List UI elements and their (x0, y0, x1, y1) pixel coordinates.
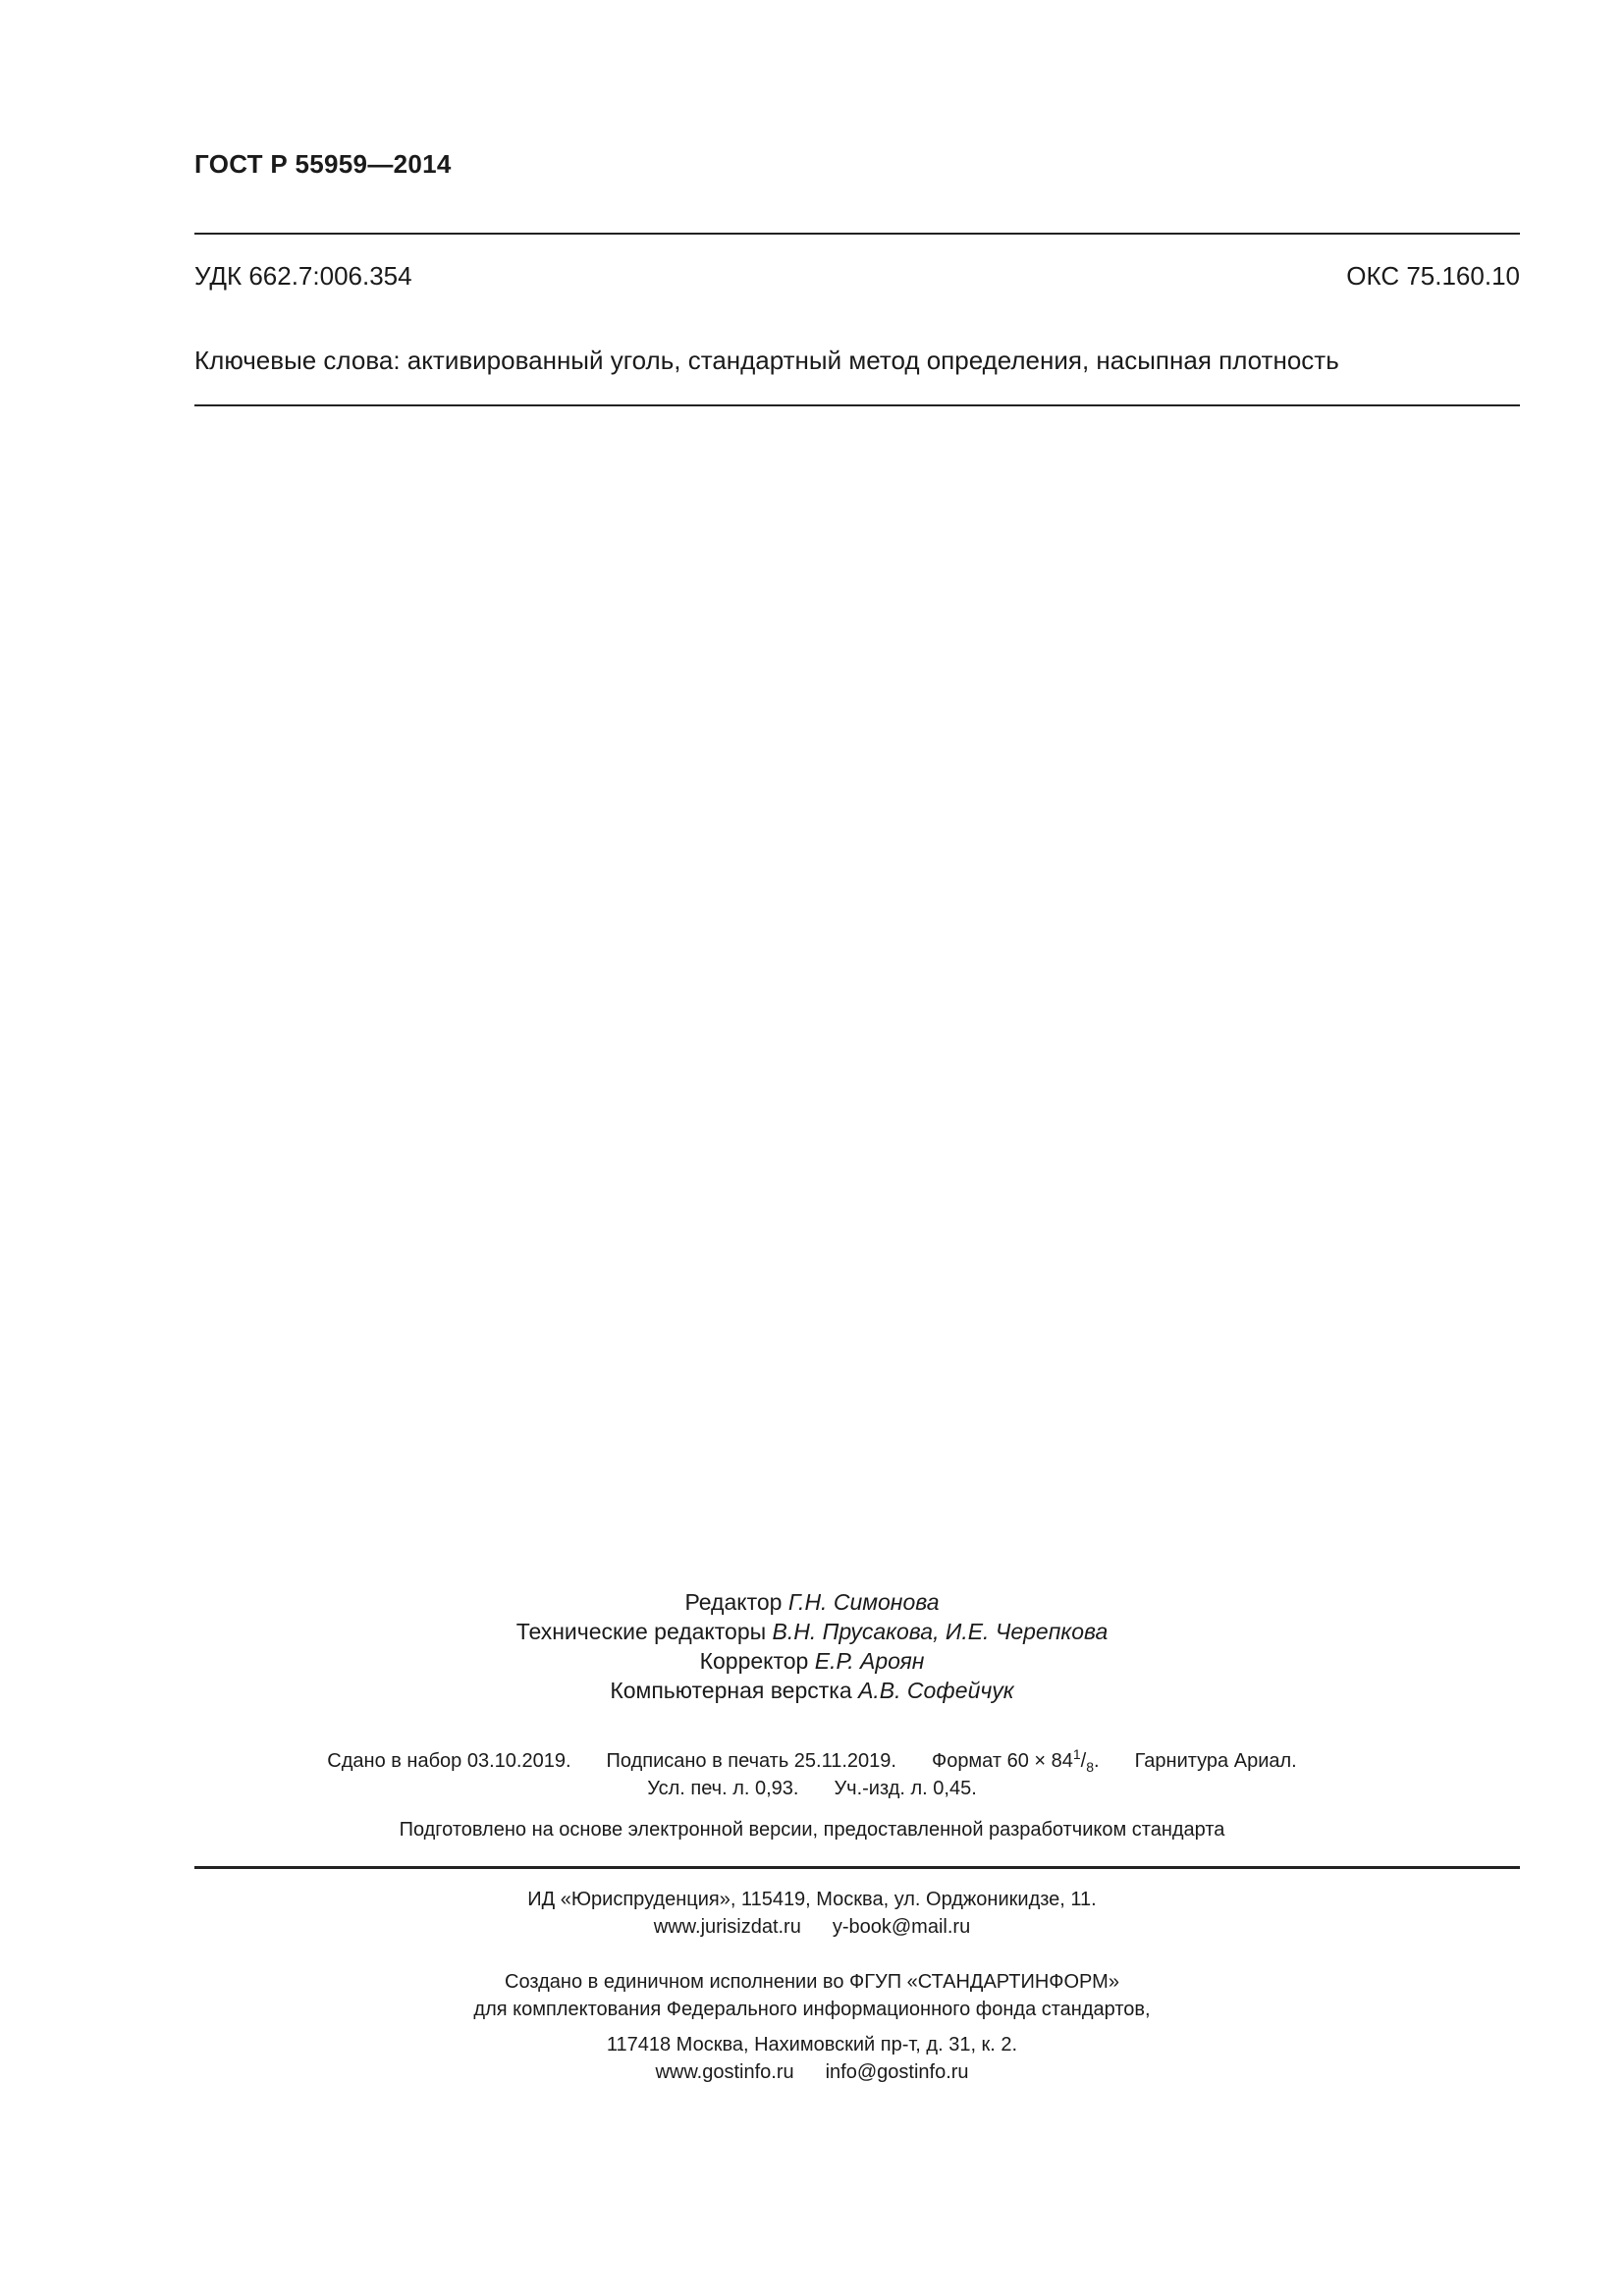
tech-editors-label: Технические редакторы (515, 1619, 767, 1644)
publisher-address: ИД «Юриспруденция», 115419, Москва, ул. Орджоникидзе, 11. (527, 1889, 1097, 1910)
credits-block (0, 1587, 1624, 1705)
publisher-email-link[interactable]: y-book@mail.ru (832, 1916, 971, 1938)
layout-line (0, 1676, 1624, 1705)
print-sheets: Усл. печ. л. 0,93. (647, 1778, 799, 1799)
created-line-1: Создано в единичном исполнении во ФГУП «СТАНДАРТИНФОРМ» (505, 1971, 1119, 1993)
layout-name: А.В. Софейчук (858, 1678, 1014, 1703)
corrector-name: Е.Р. Ароян (814, 1648, 925, 1674)
udk-code: УДК 662.7:006.354 (194, 261, 412, 291)
publication-sheets: Уч.-изд. л. 0,45. (834, 1778, 977, 1799)
typeset-date: Сдано в набор 03.10.2019. (327, 1750, 571, 1772)
corrector-label: Корректор (699, 1648, 809, 1674)
gost-number-heading: ГОСТ Р 55959—2014 (194, 149, 452, 179)
created-address: 117418 Москва, Нахимовский пр-т, д. 31, к. 2. (606, 2034, 1018, 2056)
top-divider (194, 233, 1520, 235)
classification-row (194, 261, 1520, 292)
print-info-block (0, 1747, 1624, 1802)
print-info-row-2 (0, 1775, 1624, 1802)
oks-code: ОКС 75.160.10 (1346, 261, 1520, 291)
paper-format: Формат $60 \times 84^1/_8$. (931, 1746, 1100, 1775)
keywords-line: Ключевые слова: активированный уголь, стандартный метод определения, насыпная плотность (194, 346, 1339, 375)
typeface: Гарнитура Ариал. (1134, 1750, 1297, 1772)
publisher-contacts (0, 1913, 1624, 1941)
editor-line (0, 1587, 1624, 1617)
created-line-2: для комплектования Федерального информационного фонда стандартов, (473, 1999, 1151, 2020)
layout-label: Компьютерная верстка (610, 1678, 852, 1703)
tech-editors-line (0, 1617, 1624, 1646)
created-contacts (0, 2058, 1624, 2086)
print-info-row-1 (0, 1747, 1624, 1775)
gostinfo-website-link[interactable]: www.gostinfo.ru (655, 2061, 794, 2083)
gostinfo-email-link[interactable]: info@gostinfo.ru (825, 2061, 969, 2083)
prepared-note: Подготовлено на основе электронной версии, предоставленной разработчиком стандарта (399, 1819, 1225, 1841)
keywords-divider (194, 404, 1520, 406)
corrector-line (0, 1646, 1624, 1676)
publisher-block (0, 1886, 1624, 1941)
publisher-divider (194, 1866, 1520, 1869)
editor-name: Г.Н. Симонова (787, 1589, 940, 1615)
editor-label: Редактор (684, 1589, 783, 1615)
signed-date: Подписано в печать 25.11.2019. (606, 1750, 896, 1772)
created-block (0, 1968, 1624, 2086)
tech-editors-names: В.Н. Прусакова, И.Е. Черепкова (772, 1619, 1109, 1644)
publisher-website-link[interactable]: www.jurisizdat.ru (653, 1916, 801, 1938)
